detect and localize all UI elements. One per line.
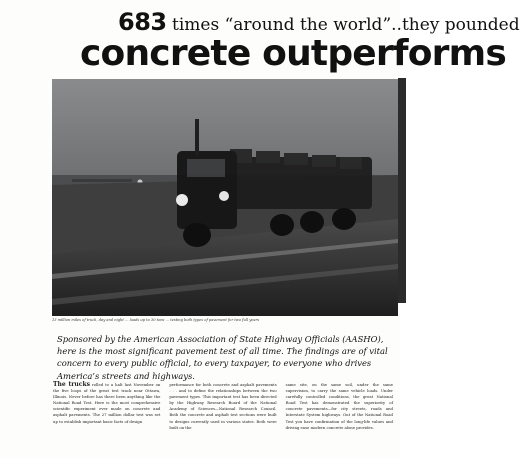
body-columns xyxy=(53,382,393,454)
body-column-3 xyxy=(286,382,393,454)
truck-photo xyxy=(52,79,398,316)
headline-line-2: concrete outperforms xyxy=(80,33,506,74)
column-text: rolled to a halt last November on the five loops of the great test track near Ottawa, Illinois. Never before has there been anything like the National Road Test. Here is the most comprehensive scientific experiment ever made on concrete and asphalt pavements. The 27 million dollar test was set up to establish important basic facts of design xyxy=(53,382,161,424)
intro-paragraph: Sponsored by the American Association of State Highway Officials (AASHO), here is the most significant pavement test of all time. The findings are of vital concern to every public official, to every taxpayer, to everyone who drives America’s streets and highways. xyxy=(57,334,388,381)
body-column-2 xyxy=(169,382,276,454)
headline-line-1-text: times “around the world”..they pounded xyxy=(172,15,520,35)
photo-caption: 13 million miles of truck, day and night … loads up to 30 tons … testing both types of pavement for two full years xyxy=(52,318,260,322)
column-lead-text: The trucks xyxy=(53,381,90,388)
truck-night-illustration xyxy=(52,79,398,316)
column-text: same site, on the same soil, under the same supervision, to carry the same vehicle loads. Under carefully controlled conditions, the great National Road Test has demonstrated the superiority of concrete pavements—for city streets, roads and Interstate System highways. Out of the National Road Test you have confirmation of the long-life values and driving ease modern concrete alone provides. xyxy=(285,382,393,430)
headline-line-1 xyxy=(118,8,520,36)
body-column-1 xyxy=(53,382,160,454)
headline-number: 683 xyxy=(118,8,167,36)
page-edge-shadow xyxy=(398,78,406,303)
column-text: performance for both concrete and asphalt pavements . . . and to define the relationships between the two pavement types. This important test has been directed by the Highway Research Board of the National Academy of Sciences—National Research Council. Both the concrete and asphalt test sections were built to designs currently used in various states. Both were built on the xyxy=(169,382,277,430)
